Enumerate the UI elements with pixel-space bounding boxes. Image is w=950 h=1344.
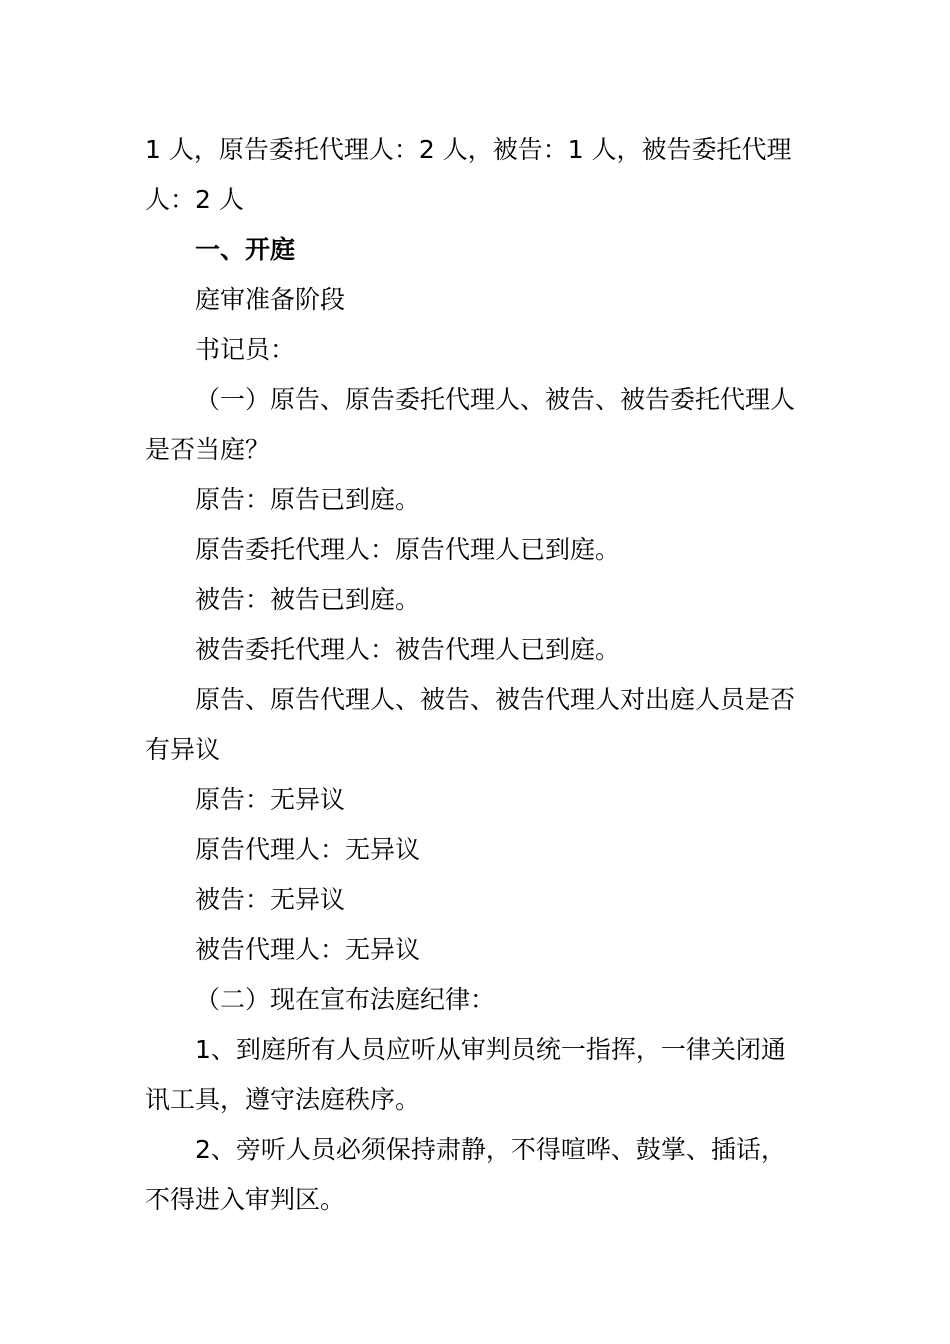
paragraph-plaintiff-agent-present: 原告委托代理人：原告代理人已到庭。 <box>195 535 621 564</box>
paragraph-attendance-count: 1 人，原告委托代理人：2 人，被告：1 人，被告委托代理人：2 人 <box>145 135 792 214</box>
paragraph-defendant-no-objection: 被告：无异议 <box>195 885 346 914</box>
paragraph-plaintiff-no-objection: 原告：无异议 <box>195 785 346 814</box>
paragraph-court-discipline-heading: （二）现在宣布法庭纪律： <box>195 985 496 1014</box>
paragraph-defendant-present: 被告：被告已到庭。 <box>195 585 421 614</box>
paragraph-attendance-question: （一）原告、原告委托代理人、被告、被告委托代理人是否当庭？ <box>145 385 796 464</box>
paragraph-clerk-label: 书记员： <box>195 335 296 364</box>
paragraph-preparation-stage: 庭审准备阶段 <box>195 285 346 314</box>
paragraph-plaintiff-agent-no-objection: 原告代理人：无异议 <box>195 835 421 864</box>
paragraph-plaintiff-present: 原告：原告已到庭。 <box>195 485 421 514</box>
paragraph-defendant-agent-no-objection: 被告代理人：无异议 <box>195 935 421 964</box>
paragraph-discipline-rule-2: 2、旁听人员必须保持肃静，不得喧哗、鼓掌、插话，不得进入审判区。 <box>145 1135 786 1214</box>
paragraph-discipline-rule-1: 1、到庭所有人员应听从审判员统一指挥，一律关闭通讯工具，遵守法庭秩序。 <box>145 1035 786 1114</box>
paragraph-defendant-agent-present: 被告委托代理人：被告代理人已到庭。 <box>195 635 621 664</box>
section-heading-opening: 一、开庭 <box>195 235 296 264</box>
document-page <box>145 125 810 1225</box>
paragraph-objection-question: 原告、原告代理人、被告、被告代理人对出庭人员是否有异议 <box>145 685 796 764</box>
